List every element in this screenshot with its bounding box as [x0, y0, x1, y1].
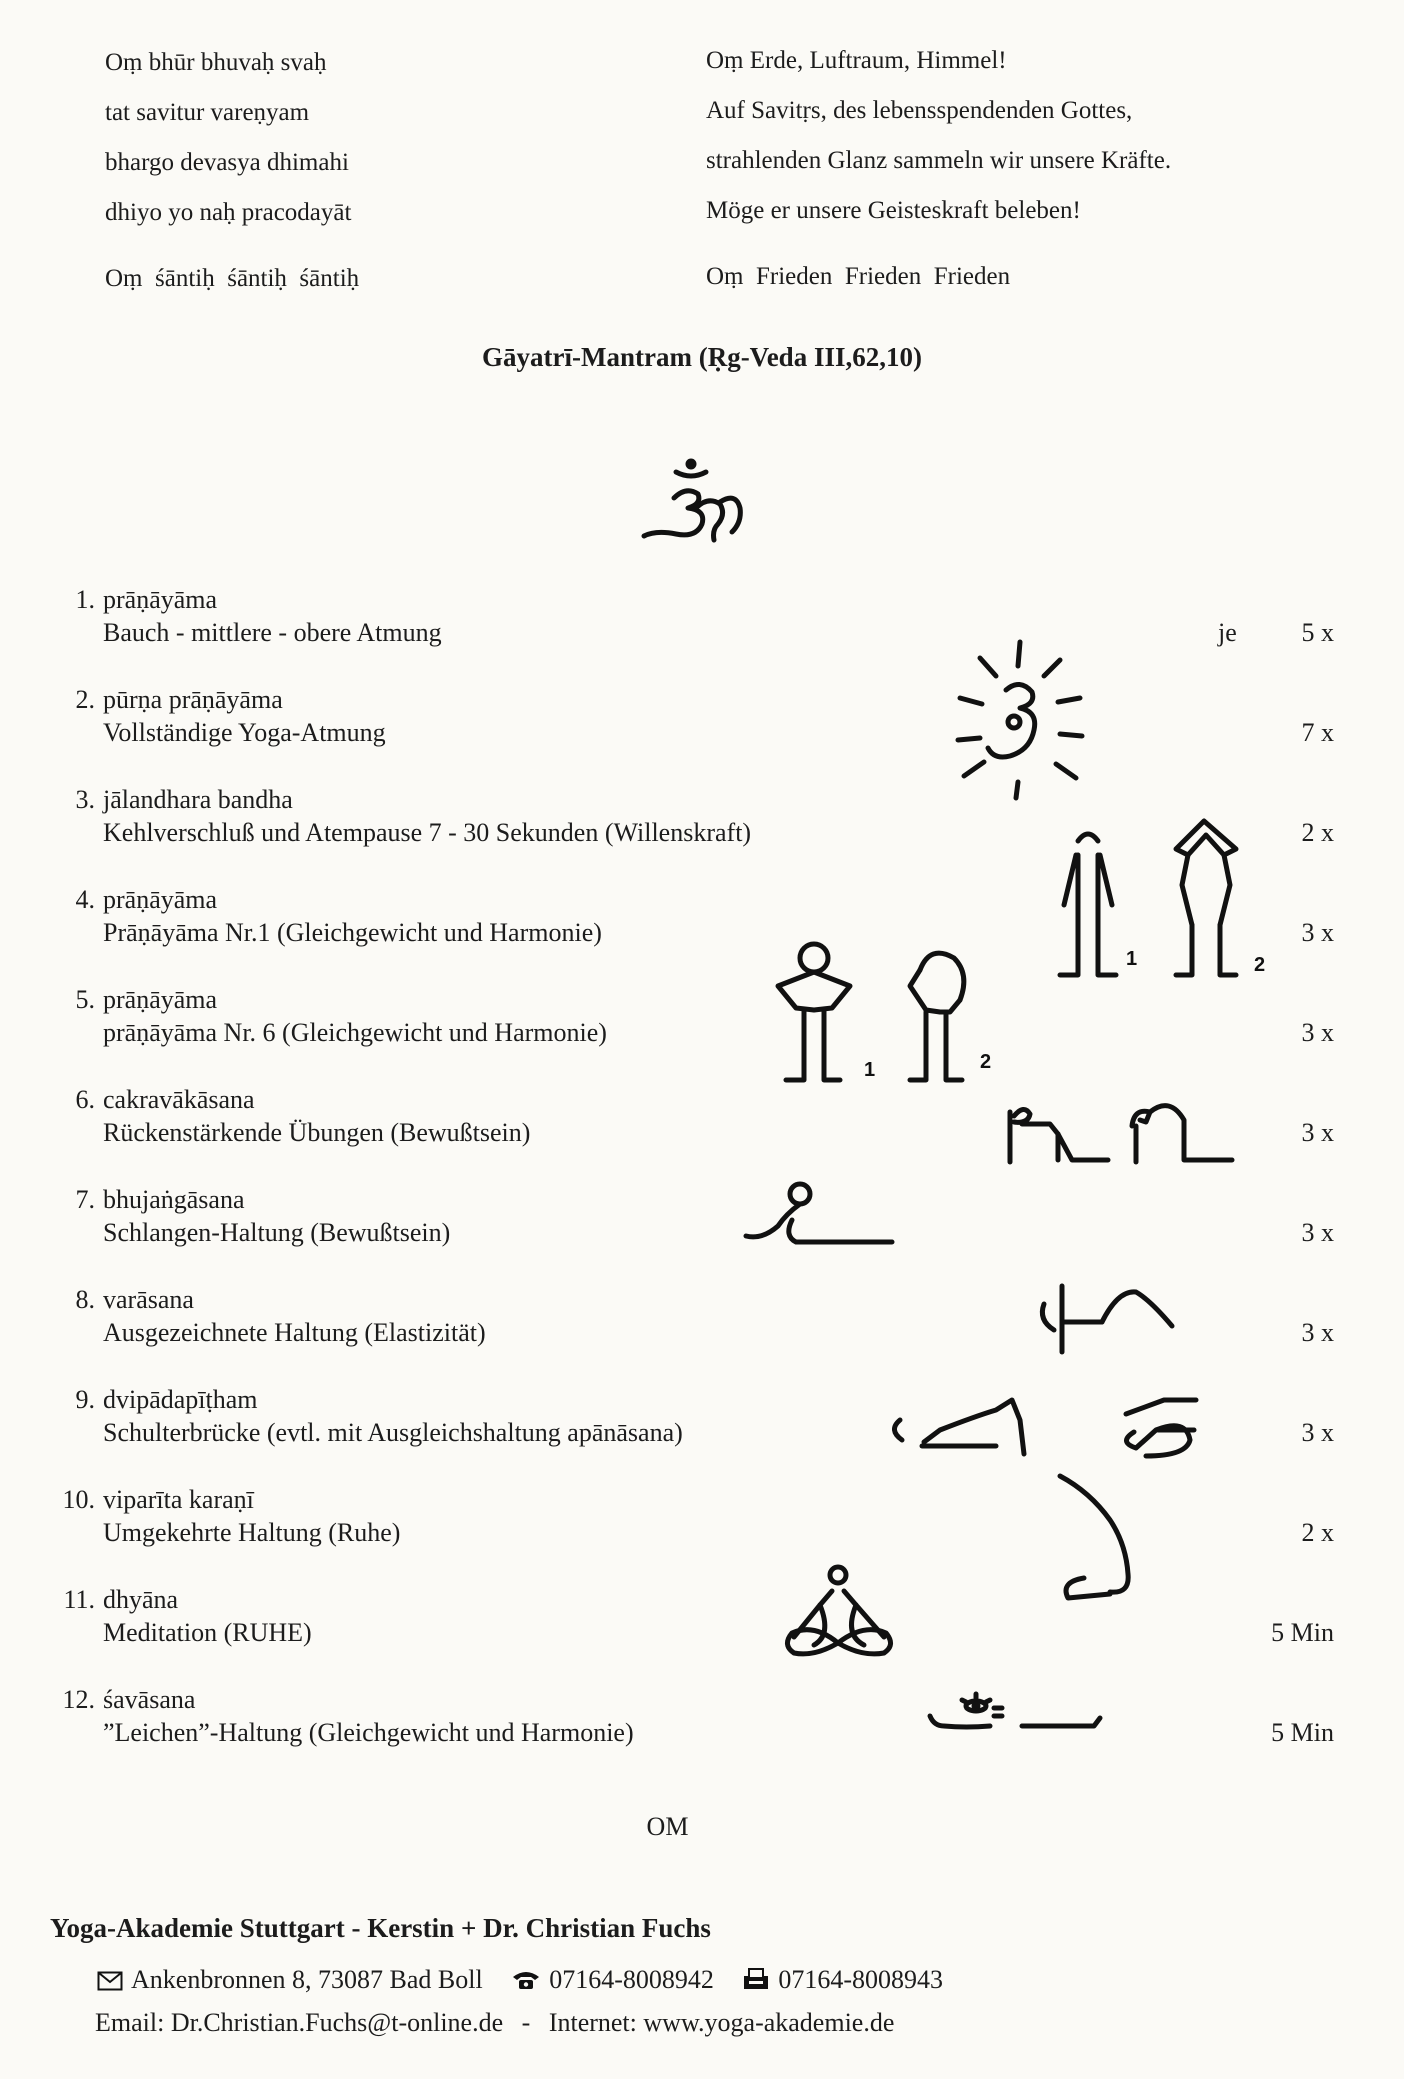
exercise-german: prāṇāyāma Nr. 6 (Gleichgewicht und Harmonie): [103, 1018, 607, 1047]
exercise-number: 7.: [75, 1185, 95, 1214]
exercise-german: Vollständige Yoga-Atmung: [103, 718, 386, 747]
exercise-number: 8.: [75, 1285, 95, 1314]
om-symbol-icon: [636, 458, 766, 558]
exercise-number: 12.: [62, 1685, 95, 1714]
exercise-sanskrit: bhujaṅgāsana: [103, 1185, 245, 1214]
mantra-german: [706, 36, 1171, 302]
exercise-number: 10.: [62, 1485, 95, 1514]
footer-website[interactable]: www.yoga-akademie.de: [643, 2008, 895, 2037]
closing-om: OM: [646, 1812, 689, 1841]
mantra-german-line: Möge er unsere Geisteskraft beleben!: [706, 197, 1081, 224]
varasana-pose-icon: [1036, 1282, 1180, 1357]
exercise-sanskrit: jālandhara bandha: [103, 785, 293, 814]
exercise-number: 11.: [63, 1585, 95, 1614]
figure-label: 2: [1254, 954, 1266, 976]
exercise-number: 2.: [75, 685, 95, 714]
exercise-number: 3.: [75, 785, 95, 814]
exercise-item: [0, 585, 1404, 665]
exercise-number: 1.: [75, 585, 95, 614]
exercise-reps: 2 x: [1301, 818, 1334, 847]
fax-icon: [742, 1967, 770, 1991]
exercise-german: Ausgezeichnete Haltung (Elastizität): [103, 1318, 486, 1347]
cobra-pose-icon: [742, 1180, 904, 1260]
mantra-german-peace: Oṃ Frieden Frieden Frieden: [706, 263, 1011, 290]
exercise-reps: 3 x: [1301, 1218, 1334, 1247]
mantra-caption: Gāyatrī-Mantram (Ṛg-Veda III,62,10): [482, 342, 922, 372]
footer-online: [95, 2008, 894, 2038]
exercise-sanskrit: pūrṇa prāṇāyāma: [103, 685, 283, 714]
back-strength-pose-icon: [1000, 1098, 1260, 1168]
exercise-sanskrit: dvipādapīṭham: [103, 1385, 258, 1414]
exercise-reps: 7 x: [1301, 718, 1334, 747]
envelope-icon: [97, 1971, 123, 1991]
corpse-pose-icon: [926, 1690, 1106, 1732]
exercise-german: Schlangen-Haltung (Bewußtsein): [103, 1218, 451, 1247]
footer-fax[interactable]: 07164-8008943: [778, 1965, 944, 1994]
exercise-item: [0, 1685, 1404, 1765]
exercise-german: Prāṇāyāma Nr.1 (Gleichgewicht und Harmonie): [103, 918, 602, 947]
standing-pose-icon: [1048, 815, 1284, 985]
exercise-number: 4.: [75, 885, 95, 914]
exercise-reps: 3 x: [1301, 1118, 1334, 1147]
exercise-sanskrit: cakravākāsana: [103, 1085, 255, 1114]
mantra-sanskrit-peace: Oṃ śāntiḥ śāntiḥ śāntiḥ: [105, 265, 360, 292]
figure-label: 2: [980, 1051, 992, 1073]
exercise-reps: 3 x: [1301, 918, 1334, 947]
exercise-german: Meditation (RUHE): [103, 1618, 312, 1647]
exercise-reps: 5 Min: [1271, 1718, 1334, 1747]
exercise-german: ”Leichen”-Haltung (Gleichgewicht und Harmonie): [103, 1718, 634, 1747]
exercise-sanskrit: varāsana: [103, 1285, 194, 1314]
exercise-item: [0, 985, 1404, 1065]
mantra-sanskrit-line: bhargo devasya dhimahi: [105, 149, 349, 176]
exercise-german: Bauch - mittlere - obere Atmung: [103, 618, 442, 647]
footer-address: Ankenbronnen 8, 73087 Bad Boll: [131, 1965, 483, 1994]
footer-email-label: Email:: [95, 2008, 165, 2037]
inverted-pose-icon: [1050, 1472, 1150, 1602]
meditation-pose-icon: [780, 1565, 898, 1660]
exercise-number: 9.: [75, 1385, 95, 1414]
twist-pose-icon: [770, 940, 1010, 1090]
mantra-german-line: Auf Savitṛs, des lebensspendenden Gottes,: [706, 97, 1133, 124]
exercise-sanskrit: prāṇāyāma: [103, 985, 218, 1014]
exercise-sanskrit: śavāsana: [103, 1685, 196, 1714]
exercise-item: [0, 1285, 1404, 1365]
figure-label: 1: [1126, 948, 1138, 970]
mantra-german-line: Oṃ Erde, Luftraum, Himmel!: [706, 47, 1007, 74]
footer-contact: [97, 1965, 943, 1995]
exercise-item: [0, 1585, 1404, 1665]
footer-internet-label: Internet:: [548, 2008, 637, 2037]
exercise-item: [0, 1185, 1404, 1265]
exercise-sanskrit: viparīta karaṇī: [103, 1485, 254, 1514]
exercise-german: Schulterbrücke (evtl. mit Ausgleichshaltung apānāsana): [103, 1418, 683, 1447]
mantra-sanskrit: [105, 38, 359, 304]
exercise-german: Umgekehrte Haltung (Ruhe): [103, 1518, 401, 1547]
footer-separator: -: [521, 2008, 531, 2037]
exercise-sanskrit: prāṇāyāma: [103, 585, 218, 614]
exercise-sanskrit: dhyāna: [103, 1585, 179, 1614]
mantra-sanskrit-line: Oṃ bhūr bhuvaḥ svaḥ: [105, 49, 327, 76]
exercise-item: [0, 1485, 1404, 1565]
exercise-reps: 5 Min: [1271, 1618, 1334, 1647]
exercise-reps: 3 x: [1301, 1318, 1334, 1347]
exercise-german: Rückenstärkende Übungen (Bewußtsein): [103, 1118, 531, 1147]
telephone-icon: [511, 1969, 541, 1991]
exercise-reps: 2 x: [1301, 1518, 1334, 1547]
exercise-number: 6.: [75, 1085, 95, 1114]
mantra-sanskrit-line: dhiyo yo naḥ pracodayāt: [105, 199, 352, 226]
radiant-breath-icon: [950, 638, 1090, 803]
exercise-number: 5.: [75, 985, 95, 1014]
figure-label: 1: [864, 1059, 876, 1081]
exercise-prefix: je: [1218, 618, 1237, 647]
exercise-sanskrit: prāṇāyāma: [103, 885, 218, 914]
exercise-reps: 5 x: [1301, 618, 1334, 647]
shoulder-bridge-pose-icon: [886, 1390, 1248, 1470]
mantra-german-line: strahlenden Glanz sammeln wir unsere Kräfte.: [706, 147, 1172, 174]
exercise-item: [0, 685, 1404, 765]
exercise-reps: 3 x: [1301, 1018, 1334, 1047]
mantra-sanskrit-line: tat savitur vareṇyam: [105, 99, 310, 126]
exercise-german: Kehlverschluß und Atempause 7 - 30 Sekunden (Willenskraft): [103, 818, 752, 847]
footer-phone[interactable]: 07164-8008942: [549, 1965, 714, 1994]
exercise-reps: 3 x: [1301, 1418, 1334, 1447]
footer-title: Yoga-Akademie Stuttgart - Kerstin + Dr. Christian Fuchs: [50, 1913, 711, 1943]
footer-email[interactable]: Dr.Christian.Fuchs@t-online.de: [170, 2008, 504, 2037]
